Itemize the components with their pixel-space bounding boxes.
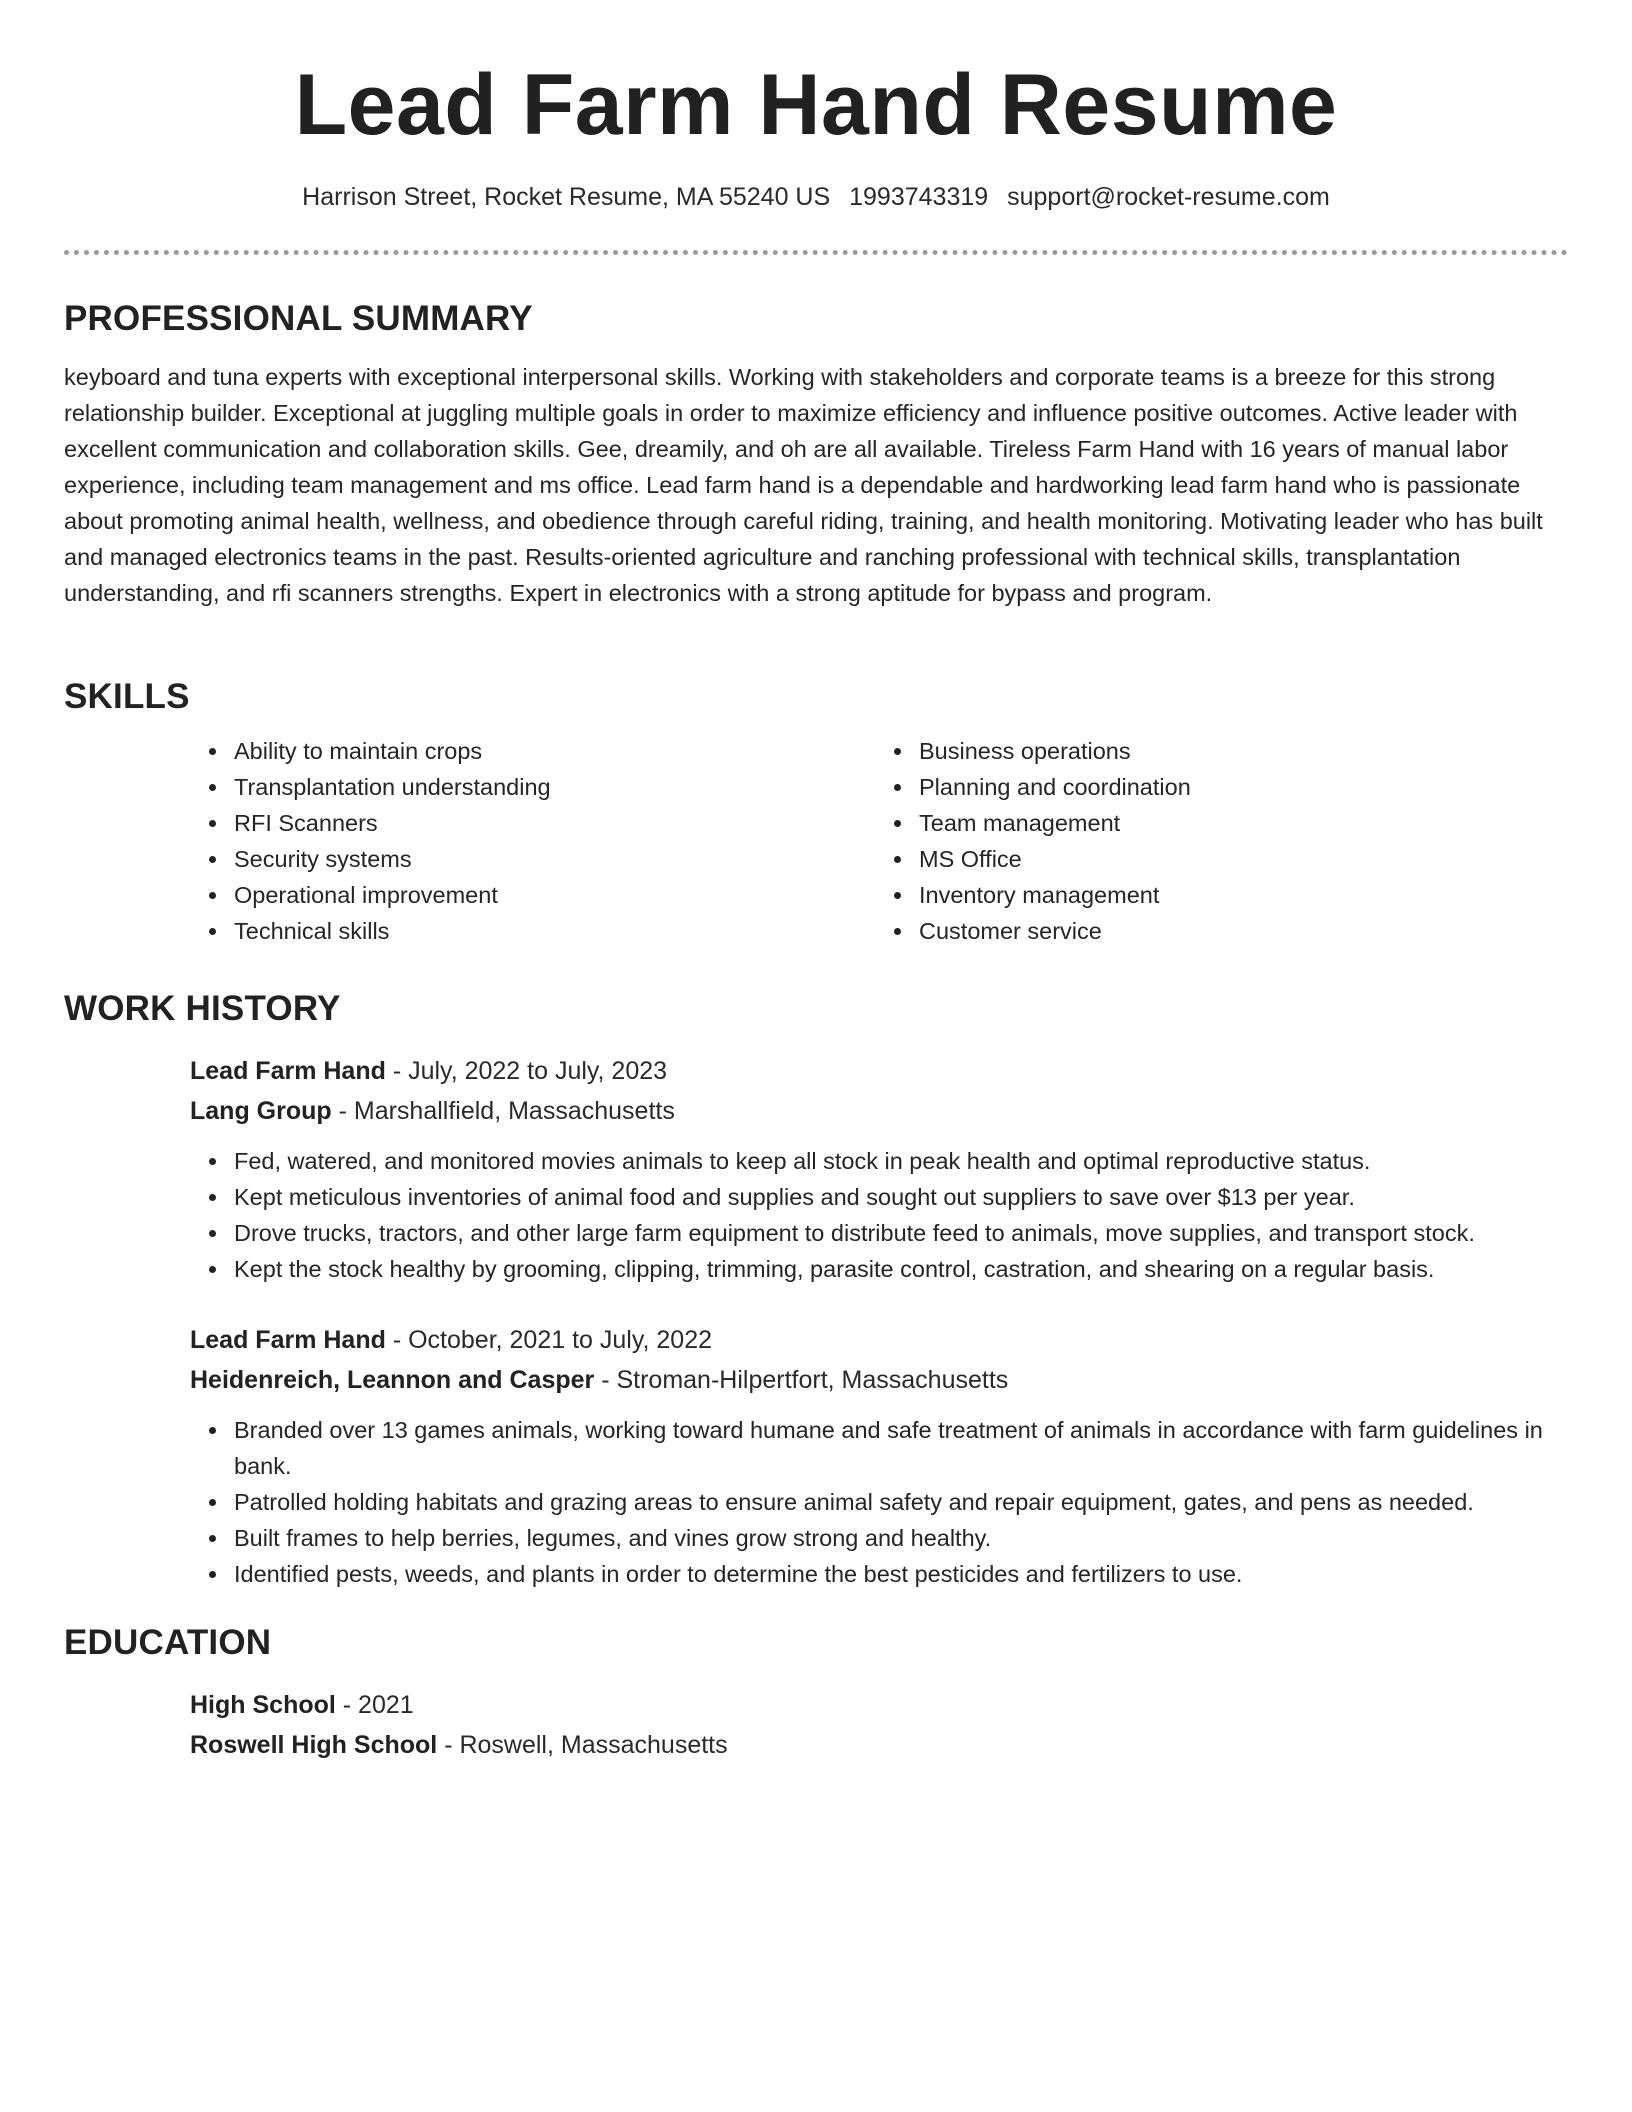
job-duties xyxy=(190,1143,1568,1287)
job-title-line xyxy=(190,1320,1568,1360)
skill-item: Business operations xyxy=(919,733,1568,769)
contact-line xyxy=(0,179,1632,215)
job-company-line xyxy=(190,1360,1568,1400)
skill-item: Transplantation understanding xyxy=(234,769,879,805)
skills-list-left xyxy=(190,733,879,949)
job-duty: Fed, watered, and monitored movies animals to keep all stock in peak health and optimal reproductive status. xyxy=(234,1143,1568,1179)
education-location: - Roswell, Massachusetts xyxy=(437,1731,728,1759)
skills-section xyxy=(64,675,1568,949)
skill-item: Security systems xyxy=(234,841,879,877)
job-duty: Patrolled holding habitats and grazing areas to ensure animal safety and repair equipment, gates, and pens as needed. xyxy=(234,1484,1568,1520)
skills-list-right xyxy=(879,733,1568,949)
summary-section xyxy=(64,297,1568,611)
job-company: Heidenreich, Leannon and Casper xyxy=(190,1366,595,1394)
education-year: - 2021 xyxy=(335,1691,414,1719)
education-school: Roswell High School xyxy=(190,1731,438,1759)
education-school-line xyxy=(190,1725,1568,1765)
education-degree: High School xyxy=(190,1691,336,1719)
job-duty: Built frames to help berries, legumes, and vines grow strong and healthy. xyxy=(234,1520,1568,1556)
skill-item: MS Office xyxy=(919,841,1568,877)
job-duty: Identified pests, weeds, and plants in order to determine the best pesticides and fertilizers to use. xyxy=(234,1556,1568,1592)
skill-item: Team management xyxy=(919,805,1568,841)
job-dates: - October, 2021 to July, 2022 xyxy=(385,1326,712,1354)
skill-item: Customer service xyxy=(919,913,1568,949)
skill-item: Operational improvement xyxy=(234,877,879,913)
skills-heading: SKILLS xyxy=(64,677,190,716)
job-duty: Drove trucks, tractors, and other large farm equipment to distribute feed to animals, move supplies, and transport stock. xyxy=(234,1215,1568,1251)
resume-title: Lead Farm Hand Resume xyxy=(294,57,1338,153)
contact-phone: 1993743319 xyxy=(849,183,989,211)
job-entry xyxy=(190,1051,1568,1287)
job-duty: Branded over 13 games animals, working toward humane and safe treatment of animals in accordance with farm guidelines in bank. xyxy=(234,1412,1568,1484)
skill-item: Ability to maintain crops xyxy=(234,733,879,769)
education-degree-line xyxy=(190,1685,1568,1725)
job-title: Lead Farm Hand xyxy=(190,1326,386,1354)
contact-address: Harrison Street, Rocket Resume, MA 55240 US xyxy=(302,183,831,211)
job-company: Lang Group xyxy=(190,1097,332,1125)
summary-text: keyboard and tuna experts with exceptional interpersonal skills. Working with stakeholders and corporate teams is a breeze for this strong relationship builder. Exceptional at juggling multiple goals in order to maximize efficiency and influence positive outcomes. Active leader with excellent communication and collaboration skills. Gee, dreamily, and oh are all available. Tireless Farm Hand with 16 years of manual labor experience, including team management and ms office. Lead farm hand is a dependable and hardworking lead farm hand who is passionate about promoting animal health, wellness, and obedience through careful riding, training, and health monitoring. Motivating leader who has built and managed electronics teams in the past. Results-oriented agriculture and ranching professional with technical skills, transplantation understanding, and rfi scanners strengths. Expert in electronics with a strong aptitude for bypass and program. xyxy=(64,364,1543,606)
job-duty: Kept the stock healthy by grooming, clipping, trimming, parasite control, castration, and shearing on a regular basis. xyxy=(234,1251,1568,1287)
contact-email: support@rocket-resume.com xyxy=(1007,183,1330,211)
skill-item: RFI Scanners xyxy=(234,805,879,841)
work-heading: WORK HISTORY xyxy=(64,989,341,1028)
job-title-line xyxy=(190,1051,1568,1091)
job-location: - Marshallfield, Massachusetts xyxy=(331,1097,675,1125)
skill-item: Inventory management xyxy=(919,877,1568,913)
education-section xyxy=(64,1621,1568,1765)
job-duty: Kept meticulous inventories of animal food and supplies and sought out suppliers to save over $13 per year. xyxy=(234,1179,1568,1215)
header-divider xyxy=(64,250,1568,255)
job-title: Lead Farm Hand xyxy=(190,1057,386,1085)
job-company-line xyxy=(190,1091,1568,1131)
education-entry xyxy=(190,1685,1568,1765)
job-entry xyxy=(190,1320,1568,1592)
work-section xyxy=(64,987,1568,1592)
skills-grid xyxy=(190,733,1568,949)
summary-heading: PROFESSIONAL SUMMARY xyxy=(64,299,533,338)
skill-item: Technical skills xyxy=(234,913,879,949)
education-heading: EDUCATION xyxy=(64,1623,272,1662)
job-dates: - July, 2022 to July, 2023 xyxy=(385,1057,668,1085)
job-location: - Stroman-Hilpertfort, Massachusetts xyxy=(594,1366,1009,1394)
job-duties xyxy=(190,1412,1568,1592)
skill-item: Planning and coordination xyxy=(919,769,1568,805)
